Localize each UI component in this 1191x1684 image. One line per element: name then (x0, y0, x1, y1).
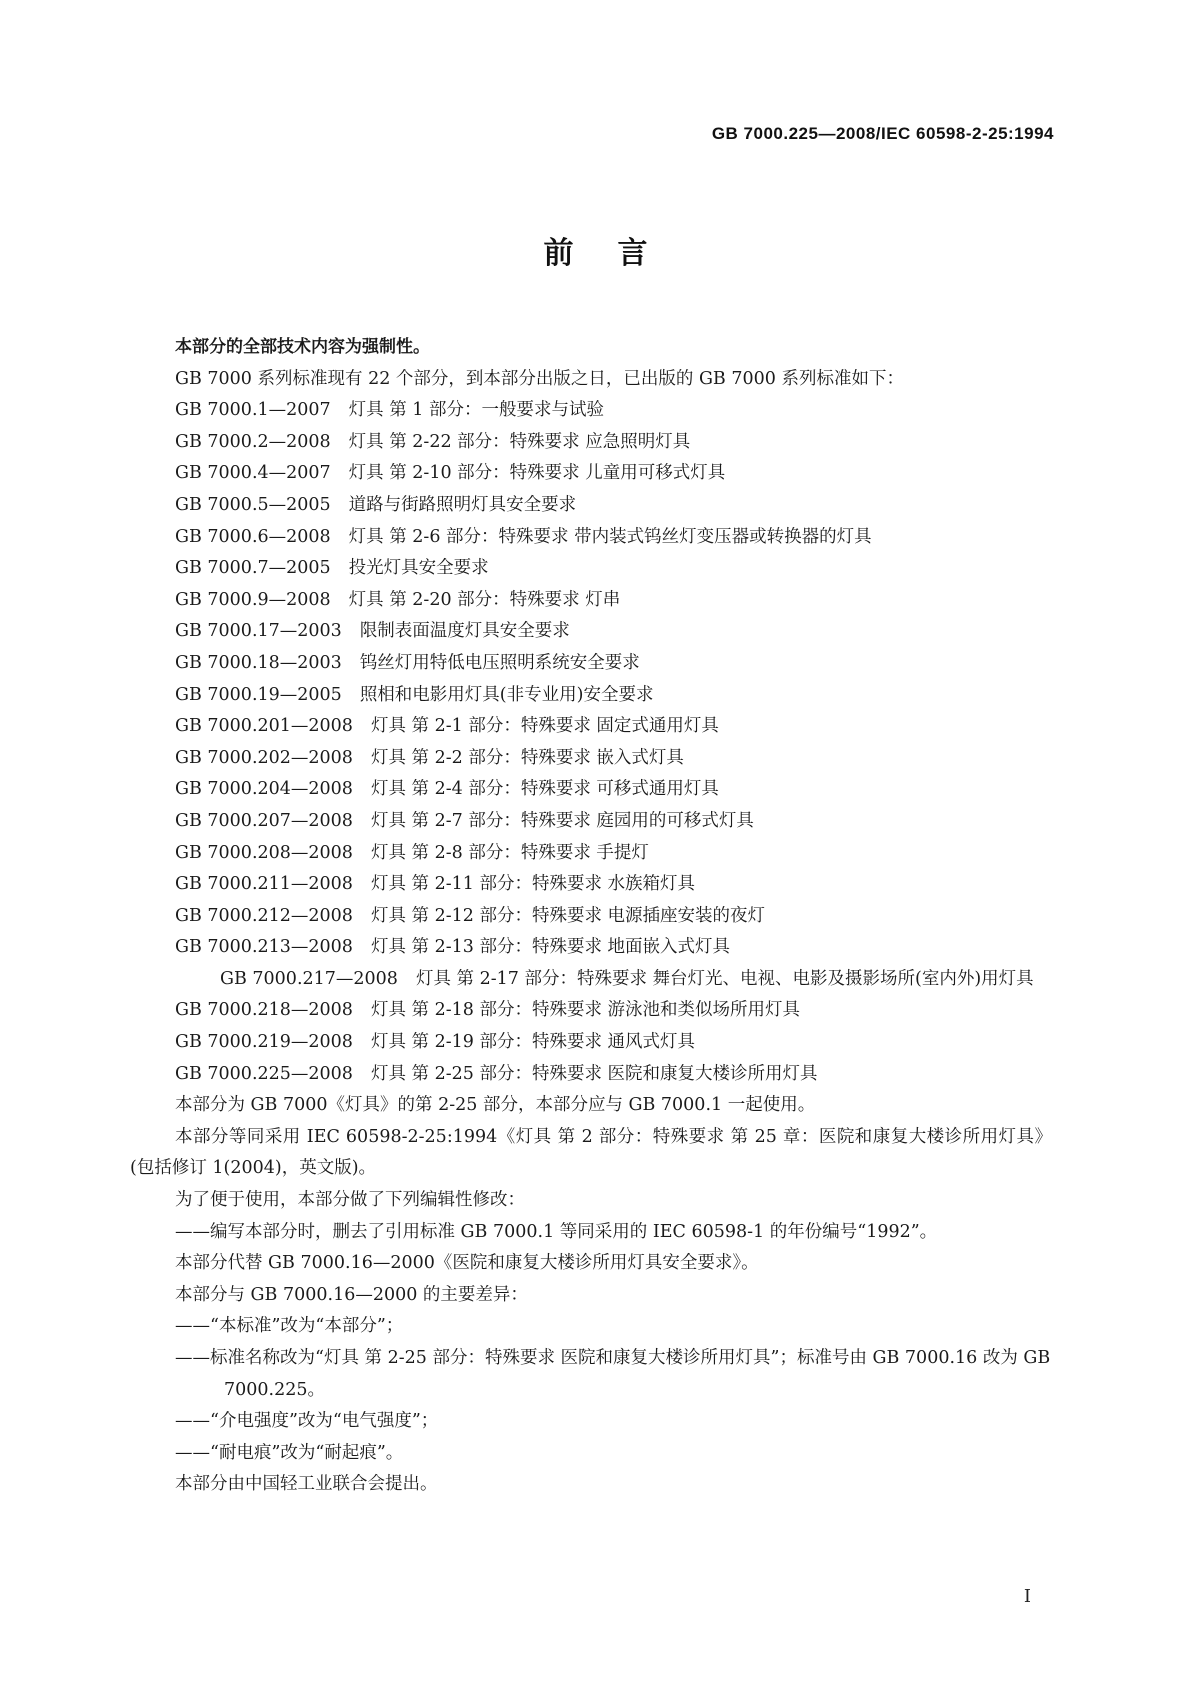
standard-code: GB 7000.212—2008 (175, 905, 353, 926)
standard-code: GB 7000.19—2005 (175, 684, 342, 705)
standard-code: GB 7000.213—2008 (175, 937, 353, 958)
standard-code: GB 7000.207—2008 (175, 810, 353, 831)
standard-item (130, 932, 1052, 964)
standard-code: GB 7000.5—2005 (175, 494, 331, 515)
standard-item (130, 1059, 1052, 1091)
dash-marker: —— (175, 1348, 210, 1368)
standard-item (130, 680, 1052, 712)
standard-item (130, 553, 1052, 585)
dash-item-text: “本标准”改为“本部分”； (210, 1316, 404, 1337)
standard-code: GB 7000.4—2007 (175, 463, 331, 484)
standard-title: 灯具 第 2-18 部分：特殊要求 游泳池和类似场所用灯具 (370, 1000, 801, 1021)
standard-title: 灯具 第 2-25 部分：特殊要求 医院和康复大楼诊所用灯具 (370, 1063, 818, 1084)
standard-code: GB 7000.7—2005 (175, 558, 331, 579)
part-of-statement: 本部分为 GB 7000《灯具》的第 2-25 部分，本部分应与 GB 7000.1 一起使用。 (175, 1095, 816, 1116)
standard-title: 灯具 第 2-12 部分：特殊要求 电源插座安装的夜灯 (370, 905, 766, 926)
standard-item (130, 964, 1052, 996)
standard-item (130, 838, 1052, 870)
standard-code: GB 7000.208—2008 (175, 842, 353, 863)
editorial-list (130, 1217, 1052, 1249)
editorial-intro: 为了便于使用，本部分做了下列编辑性修改： (175, 1190, 525, 1211)
standard-code: GB 7000.18—2003 (175, 652, 342, 673)
standard-title: 道路与街路照明灯具安全要求 (348, 494, 577, 515)
standard-title: 灯具 第 2-19 部分：特殊要求 通风式灯具 (370, 1032, 696, 1053)
standard-item (130, 427, 1052, 459)
standard-title: 灯具 第 2-1 部分：特殊要求 固定式通用灯具 (370, 716, 719, 737)
standard-item (130, 522, 1052, 554)
standard-code: GB 7000.17—2003 (175, 621, 342, 642)
standard-code: GB 7000.218—2008 (175, 1000, 353, 1021)
standard-code: GB 7000.225—2008 (175, 1063, 353, 1084)
standard-title: 灯具 第 2-4 部分：特殊要求 可移式通用灯具 (370, 779, 719, 800)
dash-list-item (130, 1343, 1052, 1406)
dash-list-item (130, 1311, 1052, 1343)
standard-code: GB 7000.219—2008 (175, 1032, 353, 1053)
standard-code-header: GB 7000.225—2008/IEC 60598-2-25:1994 (711, 124, 1054, 143)
standard-code: GB 7000.9—2008 (175, 589, 331, 610)
dash-item-text: “耐电痕”改为“耐起痕”。 (210, 1442, 404, 1463)
standard-title: 灯具 第 2-2 部分：特殊要求 嵌入式灯具 (370, 747, 684, 768)
diff-list (130, 1311, 1052, 1469)
standards-list (130, 395, 1052, 1090)
standard-item (130, 395, 1052, 427)
dash-marker: —— (175, 1316, 210, 1337)
standard-item (130, 458, 1052, 490)
diff-intro: 本部分与 GB 7000.16—2000 的主要差异： (175, 1284, 528, 1305)
standard-title: 灯具 第 2-22 部分：特殊要求 应急照明灯具 (348, 431, 691, 452)
equivalent-statement: 本部分等同采用 IEC 60598-2-25:1994《灯具 第 2 部分：特殊要求 第 25 章：医院和康复大楼诊所用灯具》(包括修订 1(2004)，英文版)。 (130, 1126, 1052, 1179)
standard-code: GB 7000.1—2007 (175, 400, 331, 421)
standard-title: 灯具 第 2-11 部分：特殊要求 水族箱灯具 (370, 874, 696, 895)
standard-item (130, 585, 1052, 617)
standard-code: GB 7000.201—2008 (175, 716, 353, 737)
standard-code: GB 7000.217—2008 (220, 968, 398, 989)
series-statement: GB 7000 系列标准现有 22 个部分，到本部分出版之日，已出版的 GB 7000 系列标准如下： (175, 368, 904, 389)
standard-item (130, 869, 1052, 901)
standard-title: 投光灯具安全要求 (348, 558, 489, 579)
page-title: 前言 (543, 236, 692, 271)
standard-title: 灯具 第 1 部分：一般要求与试验 (348, 400, 604, 421)
standard-item (130, 901, 1052, 933)
dash-list-item (130, 1406, 1052, 1438)
dash-marker: —— (175, 1411, 210, 1432)
standard-title: 灯具 第 2-20 部分：特殊要求 灯串 (348, 589, 621, 610)
standard-title: 灯具 第 2-10 部分：特殊要求 儿童用可移式灯具 (348, 463, 726, 484)
standard-title: 灯具 第 2-17 部分：特殊要求 舞台灯光、电视、电影及摄影场所(室内外)用灯具 (415, 968, 1034, 989)
standard-item (130, 711, 1052, 743)
standard-item (130, 806, 1052, 838)
document-body (130, 332, 1052, 1501)
standard-title: 钨丝灯用特低电压照明系统安全要求 (359, 652, 640, 673)
dash-list-item (130, 1438, 1052, 1470)
standard-title: 灯具 第 2-8 部分：特殊要求 手提灯 (370, 842, 649, 863)
dash-item-text: “介电强度”改为“电气强度”； (210, 1411, 439, 1432)
standard-item (130, 995, 1052, 1027)
dash-marker: —— (175, 1442, 210, 1463)
standard-title: 照相和电影用灯具(非专业用)安全要求 (359, 684, 654, 705)
page-number: I (1023, 1586, 1031, 1607)
standard-title: 灯具 第 2-13 部分：特殊要求 地面嵌入式灯具 (370, 937, 731, 958)
standard-code: GB 7000.202—2008 (175, 747, 353, 768)
standard-code: GB 7000.6—2008 (175, 526, 331, 547)
standard-item (130, 648, 1052, 680)
mandatory-statement: 本部分的全部技术内容为强制性。 (175, 337, 430, 357)
replaces-statement: 本部分代替 GB 7000.16—2000《医院和康复大楼诊所用灯具安全要求》。 (175, 1253, 759, 1274)
dash-marker: —— (175, 1221, 210, 1242)
dash-item-text: 编写本部分时，删去了引用标准 GB 7000.1 等同采用的 IEC 60598-1 的年份编号“1992”。 (210, 1221, 938, 1242)
standard-title: 灯具 第 2-7 部分：特殊要求 庭园用的可移式灯具 (370, 810, 754, 831)
standard-item (130, 616, 1052, 648)
standard-code: GB 7000.2—2008 (175, 431, 331, 452)
standard-title: 灯具 第 2-6 部分：特殊要求 带内装式钨丝灯变压器或转换器的灯具 (348, 526, 872, 547)
standard-title: 限制表面温度灯具安全要求 (359, 621, 570, 642)
standard-item (130, 1027, 1052, 1059)
dash-item-text: 标准名称改为“灯具 第 2-25 部分：特殊要求 医院和康复大楼诊所用灯具”；标准号由 GB 7000.16 改为 GB 7000.225。 (210, 1348, 1051, 1400)
standard-code: GB 7000.211—2008 (175, 874, 353, 895)
standard-item (130, 743, 1052, 775)
standard-code: GB 7000.204—2008 (175, 779, 353, 800)
standard-item (130, 774, 1052, 806)
dash-list-item (130, 1217, 1052, 1249)
standard-item (130, 490, 1052, 522)
proposed-by-statement: 本部分由中国轻工业联合会提出。 (175, 1474, 438, 1495)
